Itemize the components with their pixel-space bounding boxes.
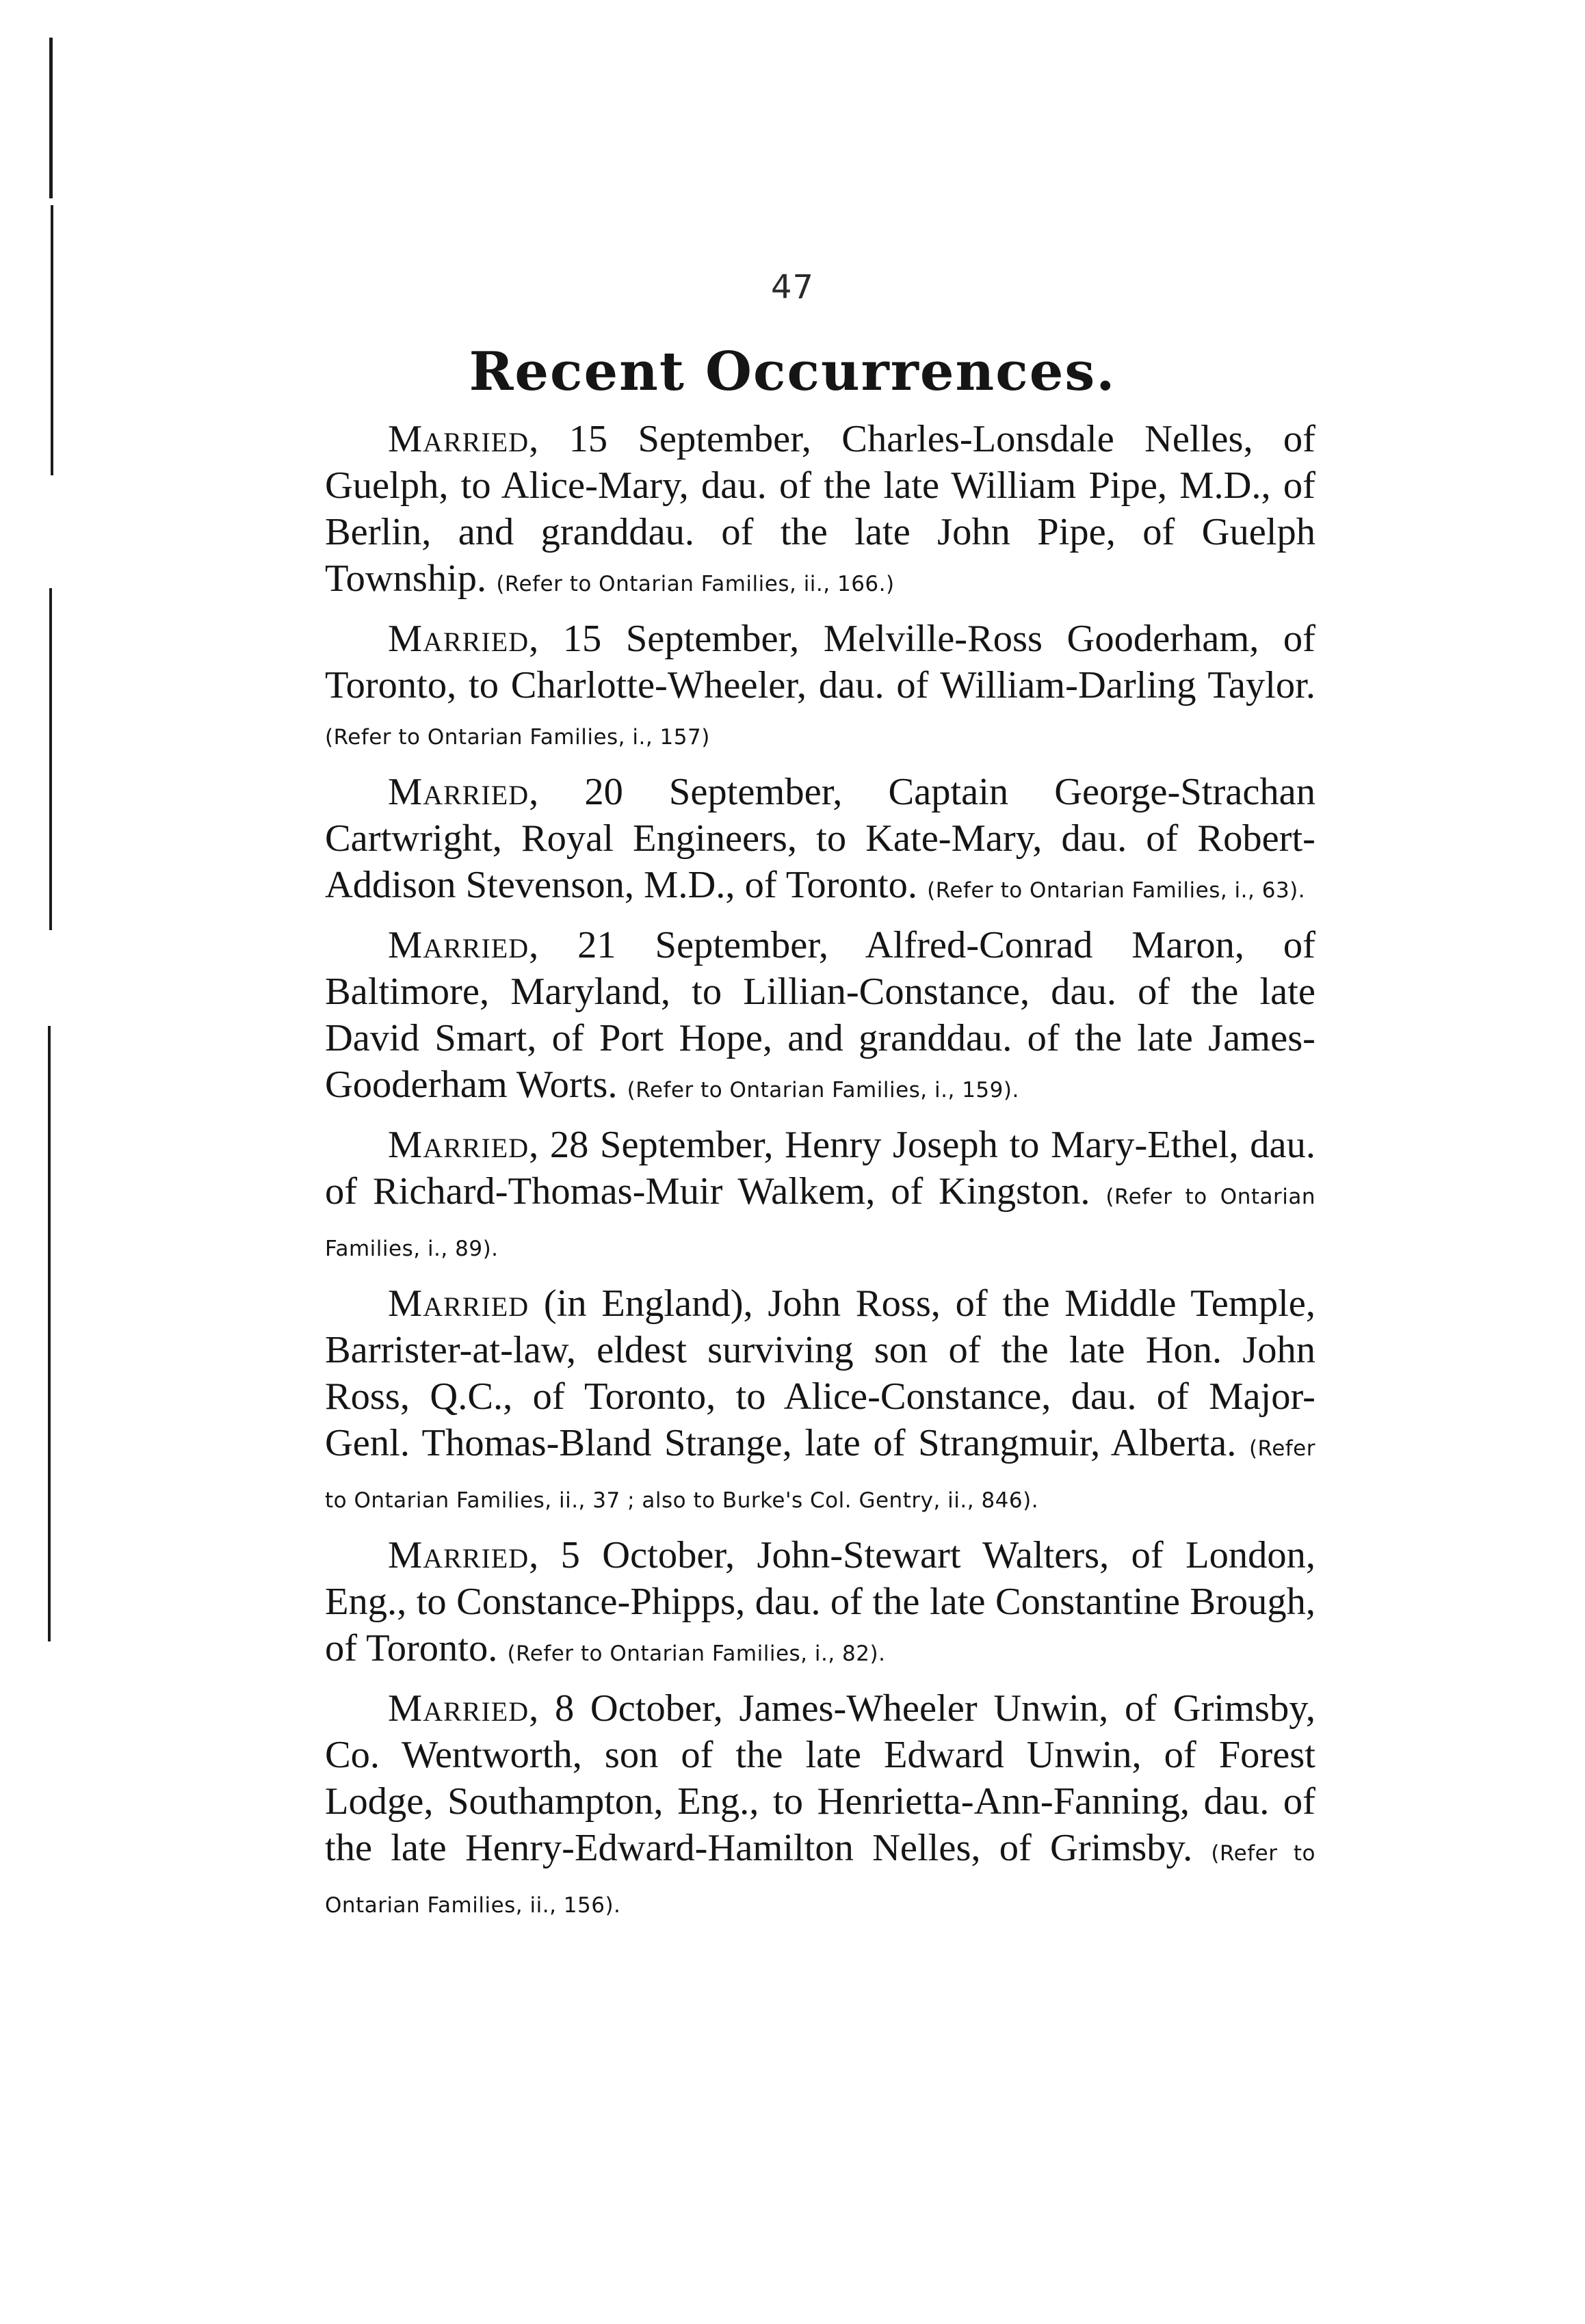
entry-marriage (325, 1532, 1315, 1677)
page-heading: Recent Occurrences. (469, 341, 1116, 403)
entry-reference: (Refer to Ontarian Families, i., 159). (627, 1078, 1019, 1102)
entry-marriage (325, 1685, 1315, 1929)
entry-lead: Married (388, 1124, 529, 1166)
entry-text: , 21 September, Alfred-Conrad Maron, of Baltimore, Maryland, to Lillian-Constance, dau. of the late David Smart, of Port Hope, and granddau. of the late James-Gooderham Worts. (325, 924, 1315, 1106)
entry-lead: Married (388, 771, 529, 813)
entry-lead: Married (388, 924, 529, 966)
entry-lead: Married (388, 418, 529, 460)
entry-reference: (Refer to Ontarian Families, i., 157) (325, 725, 710, 750)
entry-text: (in England), John Ross, of the Middle Temple, Barrister-at-law, eldest surviving son of the late Hon. John Ross, Q.C., of Toronto, to Alice-Constance, dau. of Major-Genl. Thomas-Bland Strange, late of Strangmuir, Alberta. (325, 1282, 1315, 1464)
entry-lead: Married (388, 1534, 529, 1576)
entry-text: , 20 September, Captain George-Strachan Cartwright, Royal Engineers, to Kate-Mary, dau. of Robert-Addison Stevenson, M.D., of Toronto. (325, 771, 1315, 906)
entry-marriage (325, 1280, 1315, 1524)
entry-reference: (Refer to Ontarian Families, i., 63). (927, 878, 1306, 903)
entry-text: , 8 October, James-Wheeler Unwin, of Grimsby, Co. Wentworth, son of the late Edward Unwin, of Forest Lodge, Southampton, Eng., to Henrietta-Ann-Fanning, dau. of the late Henry-Edward-Hamilton Nelles, of Grimsby. (325, 1687, 1315, 1869)
margin-rule (48, 1026, 51, 1641)
entry-marriage (325, 616, 1315, 761)
entry-lead: Married (388, 1282, 529, 1325)
entry-reference: (Refer to Ontarian Families, ii., 156). (325, 1841, 1315, 1918)
entry-marriage (325, 769, 1315, 914)
entry-marriage (325, 922, 1315, 1113)
entry-text: , 28 September, Henry Joseph to Mary-Ethel, dau. of Richard-Thomas-Muir Walkem, of Kingston. (325, 1124, 1315, 1213)
margin-rule (49, 38, 53, 198)
entry-marriage (325, 416, 1315, 607)
entry-reference: (Refer to Ontarian Families, ii., 37 ; also to Burke's Col. Gentry, ii., 846). (325, 1436, 1315, 1513)
entry-text: , 15 September, Melville-Ross Gooderham, of Toronto, to Charlotte-Wheeler, dau. of William-Darling Taylor. (325, 618, 1315, 707)
entry-reference: (Refer to Ontarian Families, i., 89). (325, 1185, 1316, 1261)
entry-lead: Married (388, 618, 529, 660)
entry-marriage (325, 1122, 1315, 1272)
entry-reference: (Refer to Ontarian Families, ii., 166.) (496, 572, 895, 596)
entry-text: , 5 October, John-Stewart Walters, of London, Eng., to Constance-Phipps, dau. of the late Constantine Brough, of Toronto. (325, 1534, 1315, 1669)
page-number: 47 (770, 268, 815, 306)
entry-reference: (Refer to Ontarian Families, i., 82). (507, 1641, 886, 1666)
entry-text: , 15 September, Charles-Lonsdale Nelles, of Guelph, to Alice-Mary, dau. of the late William Pipe, M.D., of Berlin, and granddau. of the late John Pipe, of Guelph Township. (325, 418, 1315, 600)
entries-list (325, 416, 1315, 1937)
margin-rule (49, 588, 52, 930)
entry-lead: Married (388, 1687, 529, 1730)
